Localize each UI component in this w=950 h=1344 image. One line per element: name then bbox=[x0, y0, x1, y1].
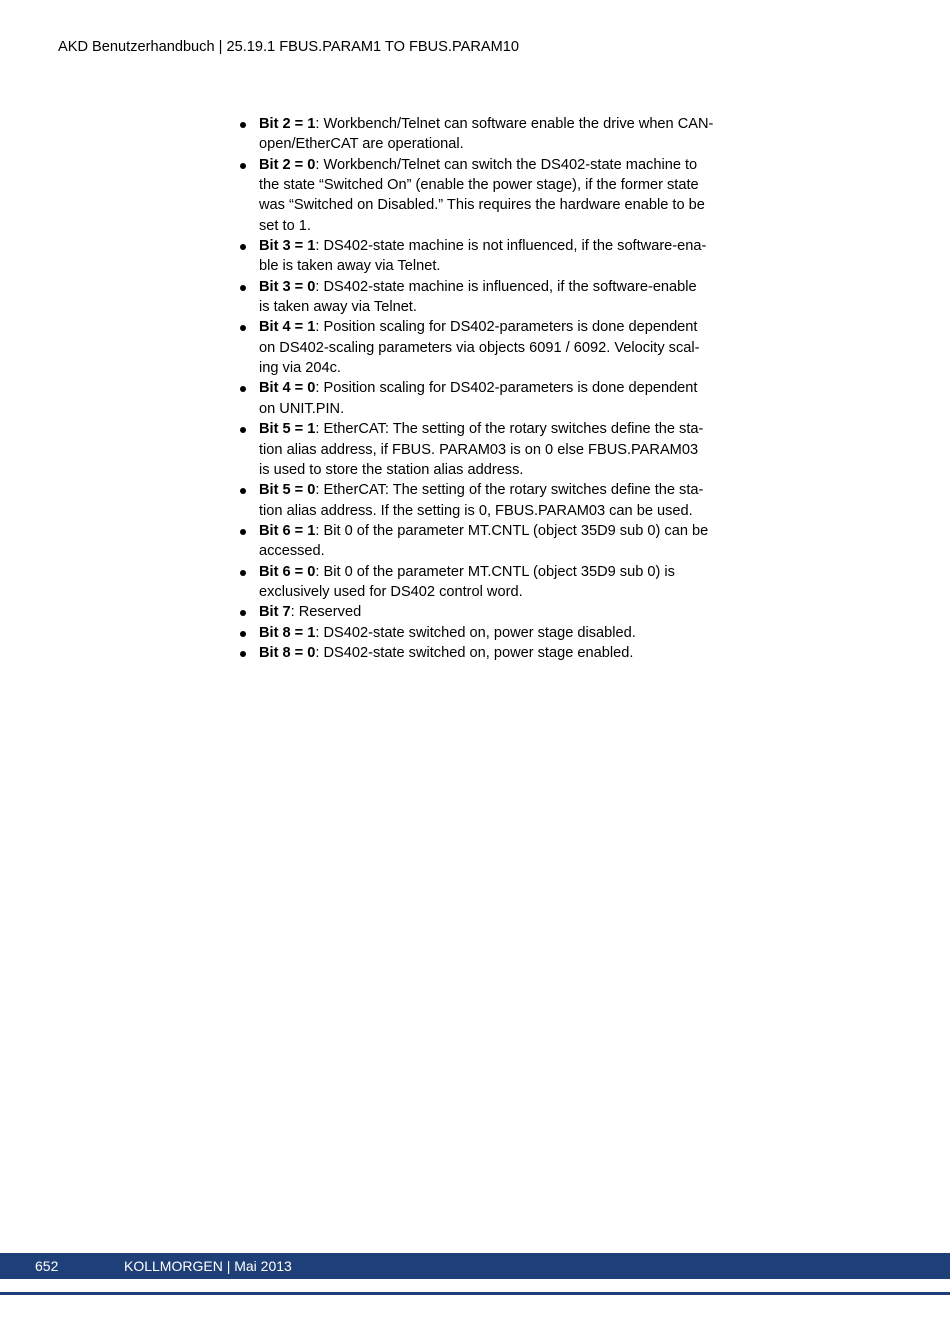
list-item-line bbox=[259, 358, 747, 378]
list-item-line bbox=[259, 399, 747, 419]
list-item-line bbox=[259, 541, 747, 561]
bullet-dot-icon bbox=[240, 122, 246, 128]
bit-label: Bit 4 = 1 bbox=[259, 319, 316, 336]
list-item bbox=[237, 623, 747, 643]
list-item-line bbox=[259, 338, 747, 358]
list-item-line bbox=[259, 460, 747, 480]
list-item-line bbox=[259, 582, 747, 602]
list-item-line bbox=[259, 480, 747, 500]
bit-description: set to 1. bbox=[259, 217, 311, 234]
bit-label: Bit 8 = 0 bbox=[259, 644, 316, 661]
bit-description: : DS402-state switched on, power stage disabled. bbox=[315, 624, 636, 641]
bit-description: : Bit 0 of the parameter MT.CNTL (object 35D9 sub 0) can be bbox=[315, 522, 709, 539]
bit-description: exclusively used for DS402 control word. bbox=[259, 583, 523, 600]
list-item-line bbox=[259, 602, 747, 622]
bit-label: Bit 3 = 0 bbox=[259, 278, 316, 295]
bullet-dot-icon bbox=[240, 163, 246, 169]
page-header: AKD Benutzerhandbuch | 25.19.1 FBUS.PARAM1 TO FBUS.PARAM10 bbox=[58, 39, 520, 55]
list-item-line bbox=[259, 236, 747, 256]
list-item bbox=[237, 480, 747, 521]
bit-description: ing via 204c. bbox=[259, 360, 341, 377]
list-item bbox=[237, 378, 747, 419]
bit-description: : DS402-state machine is not influenced, if the software-ena- bbox=[315, 238, 707, 255]
bullet-dot-icon bbox=[240, 631, 246, 637]
bullet-dot-icon bbox=[240, 488, 246, 494]
list-item-line bbox=[259, 297, 747, 317]
list-item bbox=[237, 277, 747, 318]
bullet-dot-icon bbox=[240, 244, 246, 250]
list-item-line bbox=[259, 134, 747, 154]
list-item bbox=[237, 317, 747, 378]
list-item-line bbox=[259, 521, 747, 541]
footer-text: KOLLMORGEN | Mai 2013 bbox=[124, 1258, 292, 1274]
list-item-line bbox=[259, 277, 747, 297]
bit-description: : Reserved bbox=[290, 604, 362, 621]
list-item-line bbox=[259, 419, 747, 439]
bit-description: the state “Switched On” (enable the power stage), if the former state bbox=[259, 177, 699, 194]
bit-description: tion alias address. If the setting is 0, FBUS.PARAM03 can be used. bbox=[259, 502, 693, 519]
list-item bbox=[237, 114, 747, 155]
list-item-line bbox=[259, 114, 747, 134]
footer-rule bbox=[0, 1292, 950, 1295]
bit-label: Bit 8 = 1 bbox=[259, 624, 316, 641]
list-item-line bbox=[259, 256, 747, 276]
bit-description: is taken away via Telnet. bbox=[259, 299, 417, 316]
list-item-line bbox=[259, 562, 747, 582]
list-item bbox=[237, 521, 747, 562]
list-item-line bbox=[259, 378, 747, 398]
page-number: 652 bbox=[35, 1258, 59, 1274]
list-item bbox=[237, 602, 747, 622]
bullet-list bbox=[237, 114, 747, 663]
bit-description: ble is taken away via Telnet. bbox=[259, 258, 441, 275]
list-item bbox=[237, 236, 747, 277]
bullet-dot-icon bbox=[240, 570, 246, 576]
bit-description: : EtherCAT: The setting of the rotary switches define the sta- bbox=[315, 421, 704, 438]
list-item bbox=[237, 419, 747, 480]
list-item-line bbox=[259, 317, 747, 337]
bit-description: on UNIT.PIN. bbox=[259, 400, 345, 417]
bit-description: : Workbench/Telnet can switch the DS402-state machine to bbox=[315, 156, 698, 173]
bit-label: Bit 2 = 0 bbox=[259, 156, 316, 173]
bit-label: Bit 3 = 1 bbox=[259, 238, 316, 255]
bit-description: tion alias address, if FBUS. PARAM03 is on 0 else FBUS.PARAM03 bbox=[259, 441, 699, 458]
bullet-dot-icon bbox=[240, 610, 246, 616]
list-item-line bbox=[259, 195, 747, 215]
list-item bbox=[237, 643, 747, 663]
bullet-dot-icon bbox=[240, 427, 246, 433]
footer-bar bbox=[0, 1253, 950, 1279]
bit-description: on DS402-scaling parameters via objects 6091 / 6092. Velocity scal- bbox=[259, 339, 700, 356]
bit-label: Bit 4 = 0 bbox=[259, 380, 316, 397]
list-item bbox=[237, 155, 747, 236]
list-item-line bbox=[259, 216, 747, 236]
bit-label: Bit 5 = 1 bbox=[259, 421, 316, 438]
bit-description: open/EtherCAT are operational. bbox=[259, 136, 464, 153]
bit-description: was “Switched on Disabled.” This requires the hardware enable to be bbox=[259, 197, 705, 214]
list-item-line bbox=[259, 175, 747, 195]
bit-description: : Workbench/Telnet can software enable the drive when CAN- bbox=[315, 116, 714, 132]
bullet-dot-icon bbox=[240, 529, 246, 535]
list-item-line bbox=[259, 643, 747, 663]
bullet-dot-icon bbox=[240, 651, 246, 657]
bit-description: : Position scaling for DS402-parameters is done dependent bbox=[315, 380, 698, 397]
bit-description: accessed. bbox=[259, 543, 325, 560]
list-item-line bbox=[259, 501, 747, 521]
bullet-dot-icon bbox=[240, 285, 246, 291]
bit-description: : EtherCAT: The setting of the rotary switches define the sta- bbox=[315, 482, 704, 499]
bit-label: Bit 2 = 1 bbox=[259, 116, 316, 132]
bit-description: : Bit 0 of the parameter MT.CNTL (object 35D9 sub 0) is bbox=[315, 563, 675, 580]
bit-label: Bit 6 = 1 bbox=[259, 522, 316, 539]
list-item-line bbox=[259, 155, 747, 175]
list-item-line bbox=[259, 440, 747, 460]
bullet-dot-icon bbox=[240, 386, 246, 392]
bit-label: Bit 6 = 0 bbox=[259, 563, 316, 580]
bit-label: Bit 7 bbox=[259, 604, 291, 621]
bit-description: : DS402-state switched on, power stage enabled. bbox=[315, 644, 634, 661]
bit-label: Bit 5 = 0 bbox=[259, 482, 316, 499]
bit-description: is used to store the station alias address. bbox=[259, 461, 524, 478]
bit-description: : Position scaling for DS402-parameters is done dependent bbox=[315, 319, 698, 336]
list-item-line bbox=[259, 623, 747, 643]
list-item bbox=[237, 562, 747, 603]
bit-description: : DS402-state machine is influenced, if the software-enable bbox=[315, 278, 697, 295]
bullet-dot-icon bbox=[240, 325, 246, 331]
